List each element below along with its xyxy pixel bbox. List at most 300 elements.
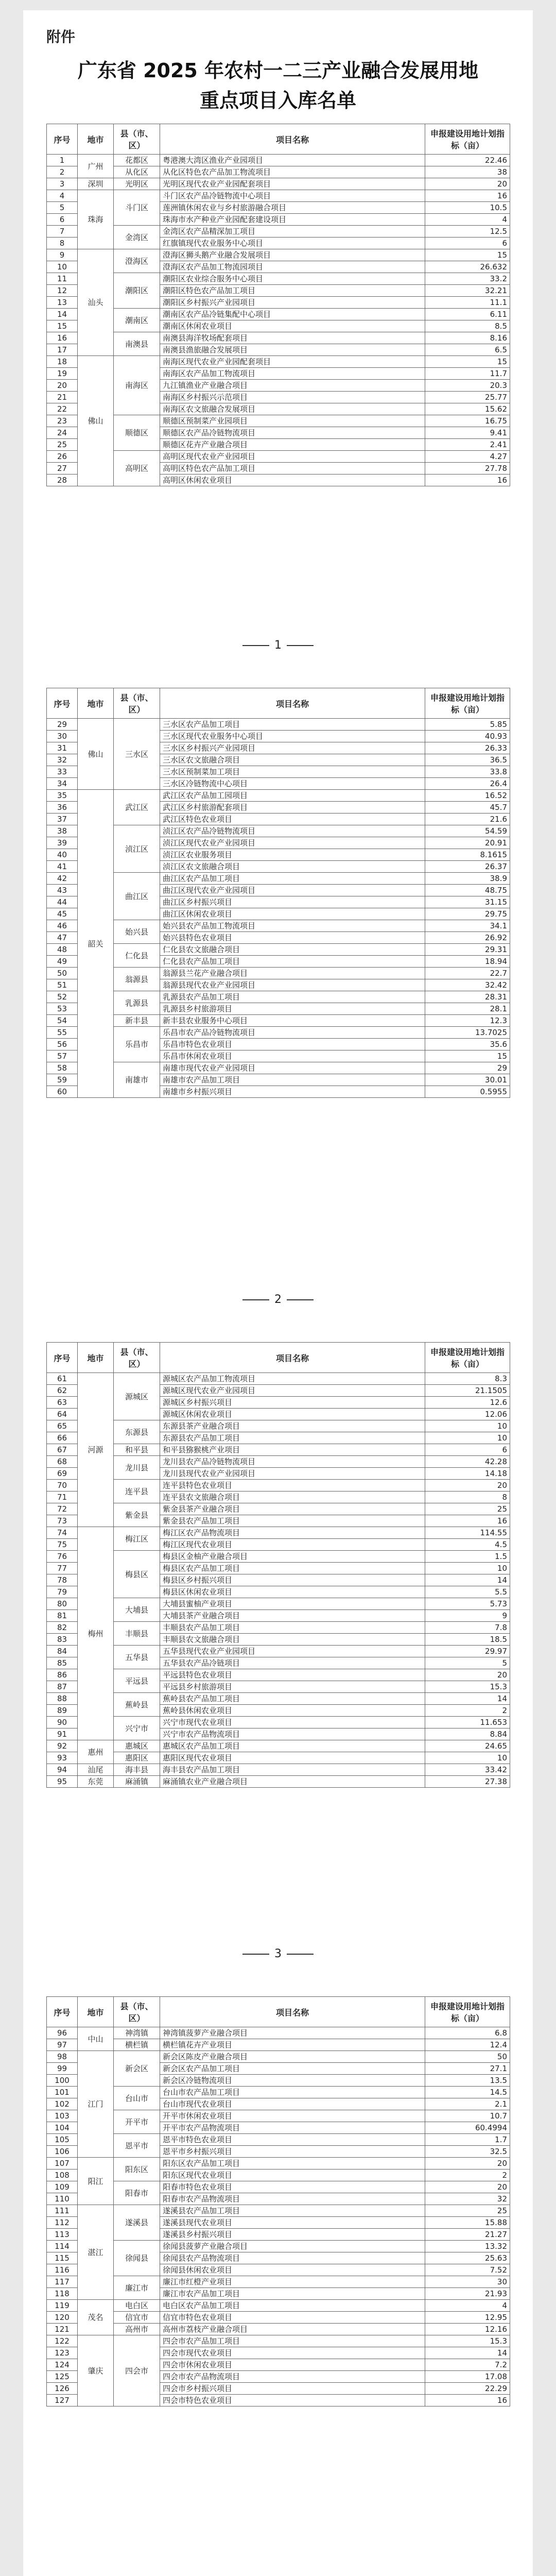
header-no: 序号 — [47, 1997, 78, 2027]
page-number-dash — [287, 1299, 314, 1300]
project-name: 南海区农产品加工物流项目 — [160, 368, 425, 380]
project-name: 阳东区农产品加工项目 — [160, 2158, 425, 2170]
row-number: 7 — [47, 226, 78, 238]
land-area: 10 — [425, 1420, 510, 1432]
land-area: 7.2 — [425, 2359, 510, 2371]
row-number: 82 — [47, 1622, 78, 1634]
land-area: 24.65 — [425, 1740, 510, 1752]
city-cell: 广州 — [78, 155, 114, 178]
row-number: 28 — [47, 474, 78, 486]
row-number: 31 — [47, 742, 78, 754]
header-area: 申报建设用地计划指标（亩） — [425, 124, 510, 155]
land-area: 20 — [425, 2181, 510, 2193]
project-name: 潮阳区特色农产品加工项目 — [160, 285, 425, 297]
city-cell: 惠州 — [78, 1740, 114, 1764]
row-number: 15 — [47, 320, 78, 332]
project-name: 新会区陈皮产业融合项目 — [160, 2051, 425, 2063]
row-number: 121 — [47, 2324, 78, 2335]
land-area: 12.5 — [425, 226, 510, 238]
row-number: 86 — [47, 1669, 78, 1681]
page-body — [46, 10, 510, 486]
row-number: 30 — [47, 731, 78, 742]
project-name: 东源县茶产业融合项目 — [160, 1420, 425, 1432]
table-row — [47, 332, 510, 344]
land-area: 14.18 — [425, 1468, 510, 1480]
project-name: 莲洲镇休闲农业与乡村旅游融合项目 — [160, 202, 425, 214]
header-area: 申报建设用地计划指标（亩） — [425, 1343, 510, 1373]
table-row — [47, 1776, 510, 1788]
city-cell: 中山 — [78, 2027, 114, 2051]
project-name: 武江区乡村旅游配套项目 — [160, 802, 425, 814]
land-area: 27.1 — [425, 2063, 510, 2075]
table-row — [47, 1420, 510, 1432]
city-cell: 珠海 — [78, 190, 114, 249]
project-name: 四会市现代农业项目 — [160, 2347, 425, 2359]
row-number: 5 — [47, 202, 78, 214]
land-area: 45.7 — [425, 802, 510, 814]
row-number: 44 — [47, 896, 78, 908]
land-area: 10.5 — [425, 202, 510, 214]
land-area: 9 — [425, 1610, 510, 1622]
project-name: 南澳县海洋牧场配套项目 — [160, 332, 425, 344]
land-area: 12.6 — [425, 1397, 510, 1409]
project-name: 大埔县蜜柚产业项目 — [160, 1598, 425, 1610]
row-number: 20 — [47, 380, 78, 392]
land-area: 15 — [425, 356, 510, 368]
land-area: 26.33 — [425, 742, 510, 754]
county-cell: 浈江区 — [114, 825, 160, 873]
page-number — [23, 639, 533, 652]
table-row — [47, 309, 510, 320]
page-body — [46, 1973, 510, 2406]
project-name: 曲江区休闲农业项目 — [160, 908, 425, 920]
table-header-row — [47, 1997, 510, 2027]
county-cell: 从化区 — [114, 166, 160, 178]
row-number: 8 — [47, 238, 78, 249]
land-area: 26.4 — [425, 778, 510, 790]
project-name: 源城区农产品加工物流项目 — [160, 1373, 425, 1385]
project-name: 遂溪县农产品加工项目 — [160, 2205, 425, 2217]
header-name: 项目名称 — [160, 1997, 425, 2027]
project-name: 新会区农产品加工项目 — [160, 2063, 425, 2075]
row-number: 19 — [47, 368, 78, 380]
county-cell: 潮南区 — [114, 309, 160, 332]
project-table — [46, 688, 510, 1098]
project-name: 乐昌市特色农业项目 — [160, 1039, 425, 1050]
county-cell: 武江区 — [114, 790, 160, 825]
project-name: 翁源县兰花产业融合项目 — [160, 968, 425, 979]
project-name: 紫金县农产品加工项目 — [160, 1515, 425, 1527]
county-cell: 光明区 — [114, 178, 160, 190]
land-area: 35.6 — [425, 1039, 510, 1050]
row-number: 25 — [47, 439, 78, 451]
project-table — [46, 124, 510, 486]
county-cell: 三水区 — [114, 719, 160, 790]
county-cell: 横栏镇 — [114, 2039, 160, 2051]
row-number: 99 — [47, 2063, 78, 2075]
land-area: 20.3 — [425, 380, 510, 392]
row-number: 106 — [47, 2146, 78, 2158]
table-row — [47, 1551, 510, 1563]
project-name: 曲江区农产品加工项目 — [160, 873, 425, 885]
project-name: 三水区乡村振兴产业园项目 — [160, 742, 425, 754]
land-area: 31.15 — [425, 896, 510, 908]
project-name: 兴宁市现代农业项目 — [160, 1717, 425, 1728]
county-cell: 大埔县 — [114, 1598, 160, 1622]
table-row — [47, 2027, 510, 2039]
row-number: 115 — [47, 2252, 78, 2264]
table-row — [47, 873, 510, 885]
project-name: 梅江区现代农业项目 — [160, 1539, 425, 1551]
row-number: 84 — [47, 1646, 78, 1657]
county-cell: 翁源县 — [114, 968, 160, 991]
header-city: 地市 — [78, 1997, 114, 2027]
land-area: 22.7 — [425, 968, 510, 979]
row-number: 69 — [47, 1468, 78, 1480]
row-number: 32 — [47, 754, 78, 766]
county-cell: 四会市 — [114, 2335, 160, 2406]
project-name: 仁化县农产品加工项目 — [160, 956, 425, 968]
project-name: 南雄市乡村振兴项目 — [160, 1086, 425, 1098]
row-number: 110 — [47, 2193, 78, 2205]
land-area: 25.63 — [425, 2252, 510, 2264]
row-number: 67 — [47, 1444, 78, 1456]
row-number: 72 — [47, 1503, 78, 1515]
land-area: 7.52 — [425, 2264, 510, 2276]
row-number: 23 — [47, 415, 78, 427]
project-name: 四会市农产品物流项目 — [160, 2371, 425, 2383]
county-cell: 信宜市 — [114, 2312, 160, 2324]
project-name: 恩平市特色农业项目 — [160, 2134, 425, 2146]
project-name: 翁源县现代农业产业园项目 — [160, 979, 425, 991]
land-area: 29.97 — [425, 1646, 510, 1657]
city-cell: 肇庆 — [78, 2335, 114, 2406]
land-area: 15 — [425, 1050, 510, 1062]
row-number: 63 — [47, 1397, 78, 1409]
county-cell: 曲江区 — [114, 873, 160, 920]
project-name: 澄海区农产品加工物流园项目 — [160, 261, 425, 273]
project-name: 金湾区农产品精深加工项目 — [160, 226, 425, 238]
row-number: 38 — [47, 825, 78, 837]
city-cell: 河源 — [78, 1373, 114, 1527]
land-area: 12.3 — [425, 1015, 510, 1027]
row-number: 11 — [47, 273, 78, 285]
land-area: 2 — [425, 2170, 510, 2181]
project-name: 武江区特色农业项目 — [160, 814, 425, 825]
city-cell: 湛江 — [78, 2205, 114, 2300]
page-number-dash — [242, 1954, 269, 1955]
project-name: 浈江区农产品冷链物流项目 — [160, 825, 425, 837]
land-area: 40.93 — [425, 731, 510, 742]
land-area: 27.38 — [425, 1776, 510, 1788]
header-county: 县（市、区） — [114, 1997, 160, 2027]
table-row — [47, 1717, 510, 1728]
row-number: 4 — [47, 190, 78, 202]
project-name: 源城区休闲农业项目 — [160, 1409, 425, 1420]
row-number: 55 — [47, 1027, 78, 1039]
row-number: 1 — [47, 155, 78, 166]
row-number: 64 — [47, 1409, 78, 1420]
row-number: 118 — [47, 2288, 78, 2300]
row-number: 54 — [47, 1015, 78, 1027]
county-cell: 顺德区 — [114, 415, 160, 451]
land-area: 15.88 — [425, 2217, 510, 2229]
project-name: 南海区乡村振兴示范项目 — [160, 392, 425, 403]
row-number: 120 — [47, 2312, 78, 2324]
table-row — [47, 2158, 510, 2170]
land-area: 25 — [425, 1503, 510, 1515]
land-area: 14 — [425, 2347, 510, 2359]
header-no: 序号 — [47, 1343, 78, 1373]
land-area: 15.3 — [425, 2335, 510, 2347]
land-area: 28.31 — [425, 991, 510, 1003]
land-area: 20 — [425, 178, 510, 190]
land-area: 15.3 — [425, 1681, 510, 1693]
project-name: 顺德区农产品冷链物流项目 — [160, 427, 425, 439]
table-row — [47, 1015, 510, 1027]
row-number: 97 — [47, 2039, 78, 2051]
county-cell: 源城区 — [114, 1373, 160, 1420]
land-area: 8.16 — [425, 332, 510, 344]
project-table — [46, 1996, 510, 2406]
project-name: 三水区预制菜加工项目 — [160, 766, 425, 778]
land-area: 29 — [425, 1062, 510, 1074]
land-area: 20 — [425, 2158, 510, 2170]
document-page — [23, 10, 533, 665]
project-name: 斗门区农产品冷链物流中心项目 — [160, 190, 425, 202]
table-row — [47, 1444, 510, 1456]
land-area: 8.84 — [425, 1728, 510, 1740]
land-area: 2.1 — [425, 2098, 510, 2110]
project-name: 潮阳区乡村振兴产业园项目 — [160, 297, 425, 309]
land-area: 21.93 — [425, 2288, 510, 2300]
table-row — [47, 1527, 510, 1539]
land-area: 32.42 — [425, 979, 510, 991]
row-number: 9 — [47, 249, 78, 261]
table-row — [47, 2300, 510, 2312]
land-area: 9.41 — [425, 427, 510, 439]
project-name: 台山市现代农业项目 — [160, 2098, 425, 2110]
land-area: 11.7 — [425, 368, 510, 380]
land-area: 18.94 — [425, 956, 510, 968]
project-name: 开平市休闲农业项目 — [160, 2110, 425, 2122]
project-name: 五华县现代农业产业园项目 — [160, 1646, 425, 1657]
row-number: 89 — [47, 1705, 78, 1717]
table-row — [47, 2276, 510, 2288]
project-name: 从化区特色农产品加工物流项目 — [160, 166, 425, 178]
document-page — [23, 665, 533, 1319]
land-area: 6.8 — [425, 2027, 510, 2039]
land-area: 50 — [425, 2051, 510, 2063]
land-area: 30 — [425, 2276, 510, 2288]
project-name: 信宜市特色农业项目 — [160, 2312, 425, 2324]
land-area: 16.52 — [425, 790, 510, 802]
row-number: 103 — [47, 2110, 78, 2122]
county-cell: 新丰县 — [114, 1015, 160, 1027]
project-name: 三水区现代农业服务中心项目 — [160, 731, 425, 742]
row-number: 114 — [47, 2241, 78, 2252]
land-area: 10.7 — [425, 2110, 510, 2122]
county-cell: 东源县 — [114, 1420, 160, 1444]
row-number: 21 — [47, 392, 78, 403]
page-body — [46, 1319, 510, 1788]
table-row — [47, 1764, 510, 1776]
project-name: 南雄市农产品加工项目 — [160, 1074, 425, 1086]
land-area: 13.5 — [425, 2075, 510, 2087]
land-area: 12.06 — [425, 1409, 510, 1420]
land-area: 25 — [425, 2205, 510, 2217]
project-name: 开平市农产品物流项目 — [160, 2122, 425, 2134]
project-name: 三水区农产品加工项目 — [160, 719, 425, 731]
project-name: 阳春市特色农业项目 — [160, 2181, 425, 2193]
project-name: 蕉岭县农产品加工项目 — [160, 1693, 425, 1705]
page-number-dash — [287, 1954, 314, 1955]
table-row — [47, 1622, 510, 1634]
row-number: 98 — [47, 2051, 78, 2063]
project-name: 始兴县农产品加工物流项目 — [160, 920, 425, 932]
page-number-dash — [242, 1299, 269, 1300]
project-name: 曲江区乡村振兴项目 — [160, 896, 425, 908]
row-number: 85 — [47, 1657, 78, 1669]
project-name: 光明区现代农业产业园配套项目 — [160, 178, 425, 190]
land-area: 1.7 — [425, 2134, 510, 2146]
land-area: 5.5 — [425, 1586, 510, 1598]
project-name: 浈江区现代农业产业园项目 — [160, 837, 425, 849]
row-number: 62 — [47, 1385, 78, 1397]
land-area: 20 — [425, 1480, 510, 1492]
row-number: 71 — [47, 1492, 78, 1503]
row-number: 76 — [47, 1551, 78, 1563]
land-area: 5.73 — [425, 1598, 510, 1610]
land-area: 34.1 — [425, 920, 510, 932]
county-cell: 南海区 — [114, 356, 160, 415]
land-area: 6 — [425, 1444, 510, 1456]
land-area: 42.28 — [425, 1456, 510, 1468]
land-area: 60.4994 — [425, 2122, 510, 2134]
row-number: 59 — [47, 1074, 78, 1086]
land-area: 16 — [425, 190, 510, 202]
project-name: 三水区农文旅融合项目 — [160, 754, 425, 766]
project-name: 廉江市红橙产业项目 — [160, 2276, 425, 2288]
project-name: 丰顺县农文旅融合项目 — [160, 1634, 425, 1646]
city-cell: 阳江 — [78, 2158, 114, 2205]
project-name: 大埔县茶产业融合项目 — [160, 1610, 425, 1622]
project-name: 惠城区农产品加工项目 — [160, 1740, 425, 1752]
row-number: 126 — [47, 2383, 78, 2395]
project-name: 四会市特色农业项目 — [160, 2395, 425, 2406]
row-number: 65 — [47, 1420, 78, 1432]
row-number: 96 — [47, 2027, 78, 2039]
table-row — [47, 2110, 510, 2122]
land-area: 22.46 — [425, 155, 510, 166]
table-row — [47, 968, 510, 979]
project-name: 龙川县现代农业产业园项目 — [160, 1468, 425, 1480]
project-name: 潮南区休闲农业项目 — [160, 320, 425, 332]
land-area: 32.5 — [425, 2146, 510, 2158]
project-name: 乳源县乡村旅游项目 — [160, 1003, 425, 1015]
table-row — [47, 178, 510, 190]
land-area: 20 — [425, 1669, 510, 1681]
row-number: 117 — [47, 2276, 78, 2288]
land-area: 13.32 — [425, 2241, 510, 2252]
row-number: 37 — [47, 814, 78, 825]
table-row — [47, 920, 510, 932]
project-name: 海丰县农产品加工项目 — [160, 1764, 425, 1776]
row-number: 33 — [47, 766, 78, 778]
row-number: 14 — [47, 309, 78, 320]
project-name: 浈江区农文旅融合项目 — [160, 861, 425, 873]
project-name: 潮阳区农业综合服务中心项目 — [160, 273, 425, 285]
county-cell: 始兴县 — [114, 920, 160, 944]
header-no: 序号 — [47, 688, 78, 719]
row-number: 112 — [47, 2217, 78, 2229]
table-row — [47, 1062, 510, 1074]
row-number: 75 — [47, 1539, 78, 1551]
project-name: 遂溪县现代农业项目 — [160, 2217, 425, 2229]
row-number: 52 — [47, 991, 78, 1003]
table-row — [47, 790, 510, 802]
title-line: 重点项目入库名单 — [199, 89, 356, 112]
project-name: 神湾镇菠萝产业融合项目 — [160, 2027, 425, 2039]
row-number: 43 — [47, 885, 78, 896]
row-number: 111 — [47, 2205, 78, 2217]
county-cell: 南雄市 — [114, 1062, 160, 1098]
row-number: 92 — [47, 1740, 78, 1752]
county-cell: 阳春市 — [114, 2181, 160, 2205]
header-name: 项目名称 — [160, 124, 425, 155]
county-cell: 平远县 — [114, 1669, 160, 1693]
project-name: 兴宁市农产品物流项目 — [160, 1728, 425, 1740]
project-name: 四会市休闲农业项目 — [160, 2359, 425, 2371]
land-area: 11.1 — [425, 297, 510, 309]
project-name: 南澳县渔旅融合发展项目 — [160, 344, 425, 356]
table-row — [47, 166, 510, 178]
project-name: 珠海市水产种业产业园配套建设项目 — [160, 214, 425, 226]
row-number: 16 — [47, 332, 78, 344]
land-area: 6.11 — [425, 309, 510, 320]
land-area: 28.1 — [425, 1003, 510, 1015]
row-number: 119 — [47, 2300, 78, 2312]
land-area: 10 — [425, 1432, 510, 1444]
land-area: 114.55 — [425, 1527, 510, 1539]
land-area: 2 — [425, 1705, 510, 1717]
table-row — [47, 2324, 510, 2335]
land-area: 21.27 — [425, 2229, 510, 2241]
county-cell: 恩平市 — [114, 2134, 160, 2158]
header-county: 县（市、区） — [114, 1343, 160, 1373]
row-number: 87 — [47, 1681, 78, 1693]
land-area: 0.5955 — [425, 1086, 510, 1098]
page-number — [23, 1293, 533, 1306]
project-name: 梅县区休闲农业项目 — [160, 1586, 425, 1598]
project-name: 新会区冷链物流项目 — [160, 2075, 425, 2087]
land-area: 13.7025 — [425, 1027, 510, 1039]
table-row — [47, 2051, 510, 2063]
project-name: 仁化县农文旅融合项目 — [160, 944, 425, 956]
header-area: 申报建设用地计划指标（亩） — [425, 1997, 510, 2027]
project-name: 龙川县农产品冷链物流项目 — [160, 1456, 425, 1468]
table-row — [47, 249, 510, 261]
land-area: 54.59 — [425, 825, 510, 837]
county-cell: 斗门区 — [114, 190, 160, 226]
project-name: 徐闻县农产品物流项目 — [160, 2252, 425, 2264]
land-area: 5 — [425, 1657, 510, 1669]
row-number: 48 — [47, 944, 78, 956]
land-area: 8.3 — [425, 1373, 510, 1385]
county-cell: 南澳县 — [114, 332, 160, 356]
row-number: 10 — [47, 261, 78, 273]
land-area: 16.75 — [425, 415, 510, 427]
